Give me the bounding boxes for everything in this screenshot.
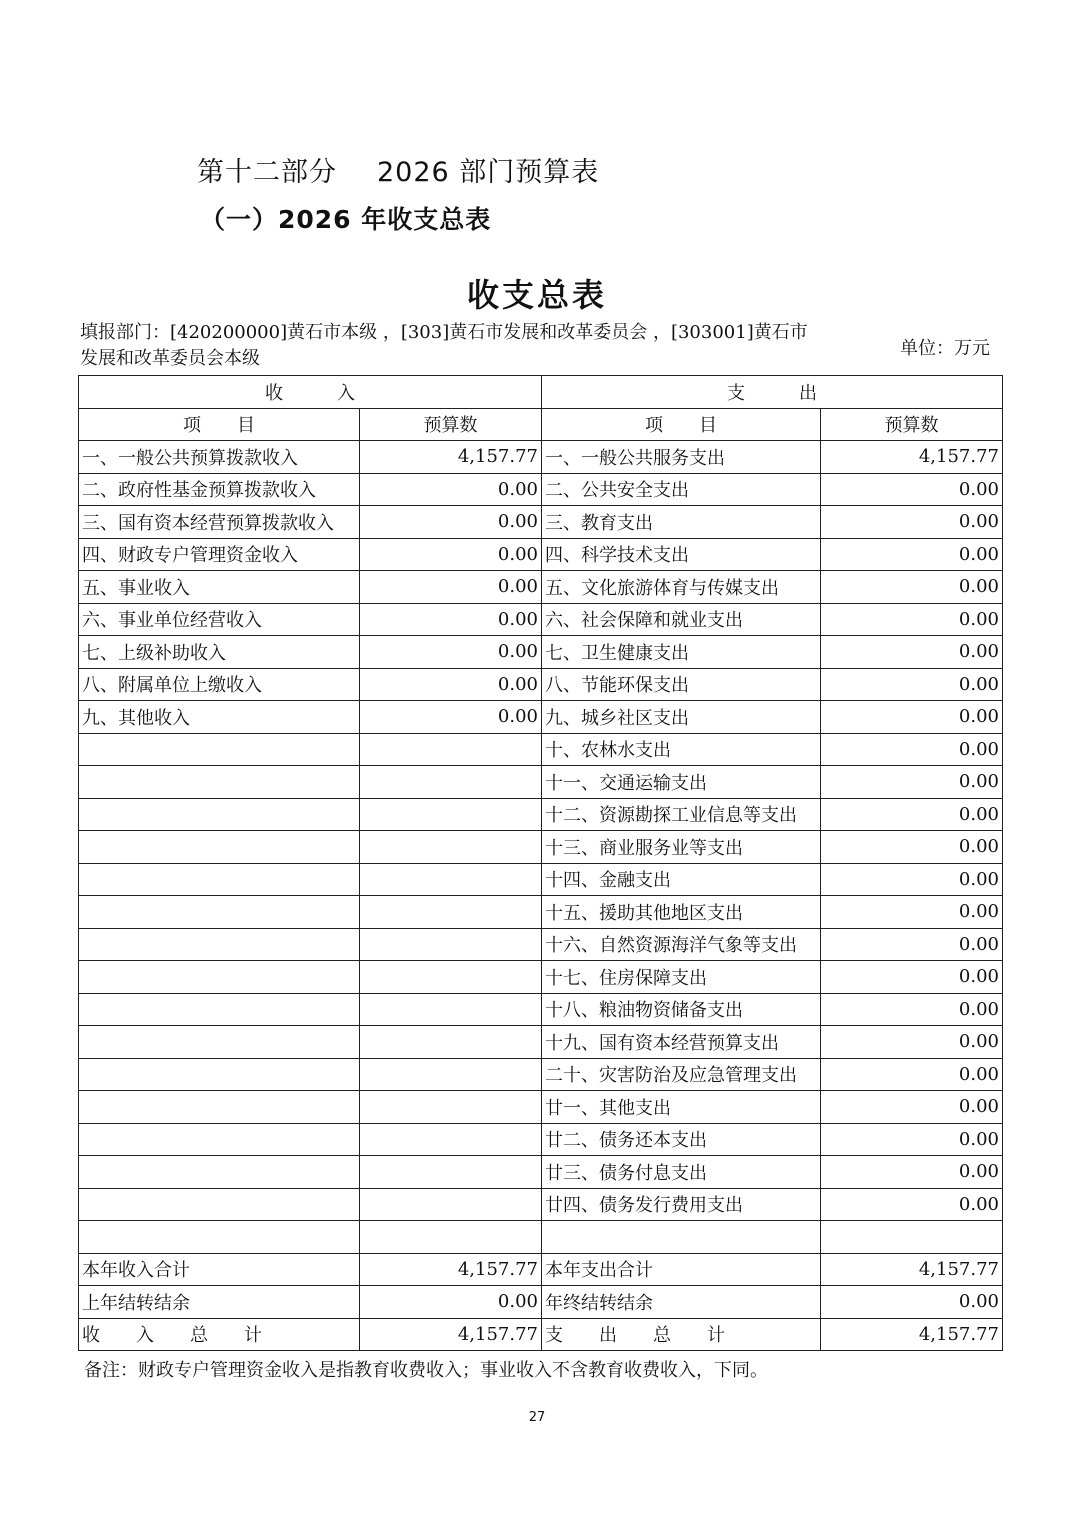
- table-row: [79, 993, 1003, 1026]
- expense-value: 0.00: [821, 896, 1003, 929]
- expense-value: 0.00: [821, 668, 1003, 701]
- income-item: 收 入 总 计: [79, 1318, 360, 1351]
- income-item: [79, 1123, 360, 1156]
- income-item: 八、附属单位上缴收入: [79, 668, 360, 701]
- income-value: [360, 831, 542, 864]
- income-value: [360, 798, 542, 831]
- expense-item: 十六、自然资源海洋气象等支出: [542, 928, 821, 961]
- income-value: [360, 1123, 542, 1156]
- expense-value: 0.00: [821, 733, 1003, 766]
- income-item: 本年收入合计: [79, 1253, 360, 1286]
- table-row: [79, 1156, 1003, 1189]
- income-item: 六、事业单位经营收入: [79, 603, 360, 636]
- income-item: [79, 1058, 360, 1091]
- expense-value: 0.00: [821, 571, 1003, 604]
- expense-item: 九、城乡社区支出: [542, 701, 821, 734]
- income-value: [360, 1058, 542, 1091]
- income-item: [79, 1156, 360, 1189]
- expense-value: 0.00: [821, 1188, 1003, 1221]
- expense-item: 二十、灾害防治及应急管理支出: [542, 1058, 821, 1091]
- table-body: [79, 376, 1003, 1351]
- table-row: [79, 571, 1003, 604]
- expense-value: [821, 1221, 1003, 1254]
- income-item: 二、政府性基金预算拨款收入: [79, 473, 360, 506]
- expense-item-header: 项 目: [542, 408, 821, 441]
- income-value: 4,157.77: [360, 1318, 542, 1351]
- unit-label: 单位：万元: [900, 338, 990, 359]
- table-row: [79, 961, 1003, 994]
- income-item: [79, 831, 360, 864]
- income-item: [79, 1026, 360, 1059]
- expense-value: 0.00: [821, 538, 1003, 571]
- income-item: [79, 961, 360, 994]
- section-subtitle: （一）2026 年收支总表: [200, 205, 492, 234]
- expense-value: 0.00: [821, 1123, 1003, 1156]
- table-row: [79, 1188, 1003, 1221]
- expense-value: 0.00: [821, 636, 1003, 669]
- table-row: [79, 1058, 1003, 1091]
- expense-value: 0.00: [821, 993, 1003, 1026]
- table-row: [79, 831, 1003, 864]
- table-row: [79, 506, 1003, 539]
- table-row: [79, 441, 1003, 474]
- budget-summary-table: [78, 375, 1003, 1351]
- expense-value: 0.00: [821, 701, 1003, 734]
- income-item: [79, 1091, 360, 1124]
- reporting-department: 填报部门：[420200000]黄石市本级 ，[303]黄石市发展和改革委员会 ，[303001]黄石市发展和改革委员会本级: [80, 322, 808, 369]
- income-item: [79, 1221, 360, 1254]
- income-value: 0.00: [360, 473, 542, 506]
- income-value: [360, 993, 542, 1026]
- expense-item: 十一、交通运输支出: [542, 766, 821, 799]
- expense-value: 4,157.77: [821, 1318, 1003, 1351]
- table-title: 收支总表: [466, 276, 607, 314]
- table-row: [79, 798, 1003, 831]
- expense-budget-header: 预算数: [821, 408, 1003, 441]
- income-item: [79, 928, 360, 961]
- expense-item: 十五、援助其他地区支出: [542, 896, 821, 929]
- expense-value: 0.00: [821, 1058, 1003, 1091]
- income-value: 0.00: [360, 506, 542, 539]
- income-item: [79, 993, 360, 1026]
- expense-item: 本年支出合计: [542, 1253, 821, 1286]
- expense-item: 十八、粮油物资储备支出: [542, 993, 821, 1026]
- income-item: 三、国有资本经营预算拨款收入: [79, 506, 360, 539]
- income-item: 上年结转结余: [79, 1286, 360, 1319]
- expense-value: 4,157.77: [821, 1253, 1003, 1286]
- table-row: [79, 1221, 1003, 1254]
- expense-value: 0.00: [821, 1026, 1003, 1059]
- expense-item: 廿三、债务付息支出: [542, 1156, 821, 1189]
- income-value: [360, 928, 542, 961]
- income-item: 五、事业收入: [79, 571, 360, 604]
- expense-value: 0.00: [821, 766, 1003, 799]
- expense-item: 廿四、债务发行费用支出: [542, 1188, 821, 1221]
- income-item: [79, 863, 360, 896]
- expense-value: 0.00: [821, 1156, 1003, 1189]
- table-row: [79, 473, 1003, 506]
- income-item: 一、一般公共预算拨款收入: [79, 441, 360, 474]
- expense-header: 支 出: [542, 376, 1003, 409]
- expense-value: 4,157.77: [821, 441, 1003, 474]
- income-value: 0.00: [360, 603, 542, 636]
- table-row: [79, 766, 1003, 799]
- expense-value: 0.00: [821, 1091, 1003, 1124]
- income-value: 0.00: [360, 538, 542, 571]
- income-item-header: 项 目: [79, 408, 360, 441]
- expense-item: 六、社会保障和就业支出: [542, 603, 821, 636]
- income-item: 七、上级补助收入: [79, 636, 360, 669]
- income-value: [360, 766, 542, 799]
- income-value: [360, 1026, 542, 1059]
- income-value: 0.00: [360, 701, 542, 734]
- table-row: [79, 896, 1003, 929]
- income-value: 0.00: [360, 571, 542, 604]
- income-item: [79, 896, 360, 929]
- expense-item: 十二、资源勘探工业信息等支出: [542, 798, 821, 831]
- income-item: [79, 733, 360, 766]
- expense-item: 十三、商业服务业等支出: [542, 831, 821, 864]
- table-row: [79, 928, 1003, 961]
- income-value: 0.00: [360, 1286, 542, 1319]
- income-value: [360, 1188, 542, 1221]
- expense-item: 四、科学技术支出: [542, 538, 821, 571]
- table-row: [79, 863, 1003, 896]
- income-item: 四、财政专户管理资金收入: [79, 538, 360, 571]
- income-budget-header: 预算数: [360, 408, 542, 441]
- footnote: 备注：财政专户管理资金收入是指教育收费收入；事业收入不含教育收费收入，下同。: [84, 1360, 768, 1381]
- expense-value: 0.00: [821, 1286, 1003, 1319]
- income-value: [360, 863, 542, 896]
- income-value: [360, 896, 542, 929]
- income-item: [79, 1188, 360, 1221]
- income-value: [360, 961, 542, 994]
- expense-item: 十四、金融支出: [542, 863, 821, 896]
- expense-value: 0.00: [821, 831, 1003, 864]
- expense-item: 三、教育支出: [542, 506, 821, 539]
- income-value: [360, 1091, 542, 1124]
- expense-value: 0.00: [821, 603, 1003, 636]
- header-row-group: [79, 376, 1003, 409]
- table-row: [79, 1123, 1003, 1156]
- table-row: [79, 668, 1003, 701]
- expense-item: 年终结转结余: [542, 1286, 821, 1319]
- expense-value: 0.00: [821, 961, 1003, 994]
- part-title: 2026 部门预算表: [377, 157, 600, 188]
- income-value: 0.00: [360, 636, 542, 669]
- expense-item: 一、一般公共服务支出: [542, 441, 821, 474]
- expense-item: 十九、国有资本经营预算支出: [542, 1026, 821, 1059]
- expense-item: [542, 1221, 821, 1254]
- table-row: [79, 636, 1003, 669]
- income-item: [79, 798, 360, 831]
- table-row: [79, 1286, 1003, 1319]
- expense-item: 七、卫生健康支出: [542, 636, 821, 669]
- income-value: [360, 733, 542, 766]
- income-value: [360, 1156, 542, 1189]
- income-item: 九、其他收入: [79, 701, 360, 734]
- income-value: 4,157.77: [360, 1253, 542, 1286]
- expense-item: 支 出 总 计: [542, 1318, 821, 1351]
- part-label: 第十二部分: [197, 157, 337, 188]
- expense-item: 十七、住房保障支出: [542, 961, 821, 994]
- income-header: 收 入: [79, 376, 542, 409]
- table-row: [79, 733, 1003, 766]
- expense-item: 八、节能环保支出: [542, 668, 821, 701]
- table-row: [79, 538, 1003, 571]
- table-row: [79, 1318, 1003, 1351]
- expense-item: 二、公共安全支出: [542, 473, 821, 506]
- header-row-columns: [79, 408, 1003, 441]
- expense-value: 0.00: [821, 473, 1003, 506]
- table-row: [79, 1091, 1003, 1124]
- expense-value: 0.00: [821, 863, 1003, 896]
- expense-item: 廿二、债务还本支出: [542, 1123, 821, 1156]
- table-row: [79, 1253, 1003, 1286]
- income-item: [79, 766, 360, 799]
- expense-value: 0.00: [821, 798, 1003, 831]
- expense-value: 0.00: [821, 506, 1003, 539]
- table-row: [79, 1026, 1003, 1059]
- expense-item: 五、文化旅游体育与传媒支出: [542, 571, 821, 604]
- page-number: 27: [528, 1410, 546, 1425]
- table-row: [79, 603, 1003, 636]
- expense-value: 0.00: [821, 928, 1003, 961]
- income-value: 0.00: [360, 668, 542, 701]
- income-value: [360, 1221, 542, 1254]
- part-heading: [197, 150, 599, 189]
- income-value: 4,157.77: [360, 441, 542, 474]
- table-row: [79, 701, 1003, 734]
- expense-item: 廿一、其他支出: [542, 1091, 821, 1124]
- expense-item: 十、农林水支出: [542, 733, 821, 766]
